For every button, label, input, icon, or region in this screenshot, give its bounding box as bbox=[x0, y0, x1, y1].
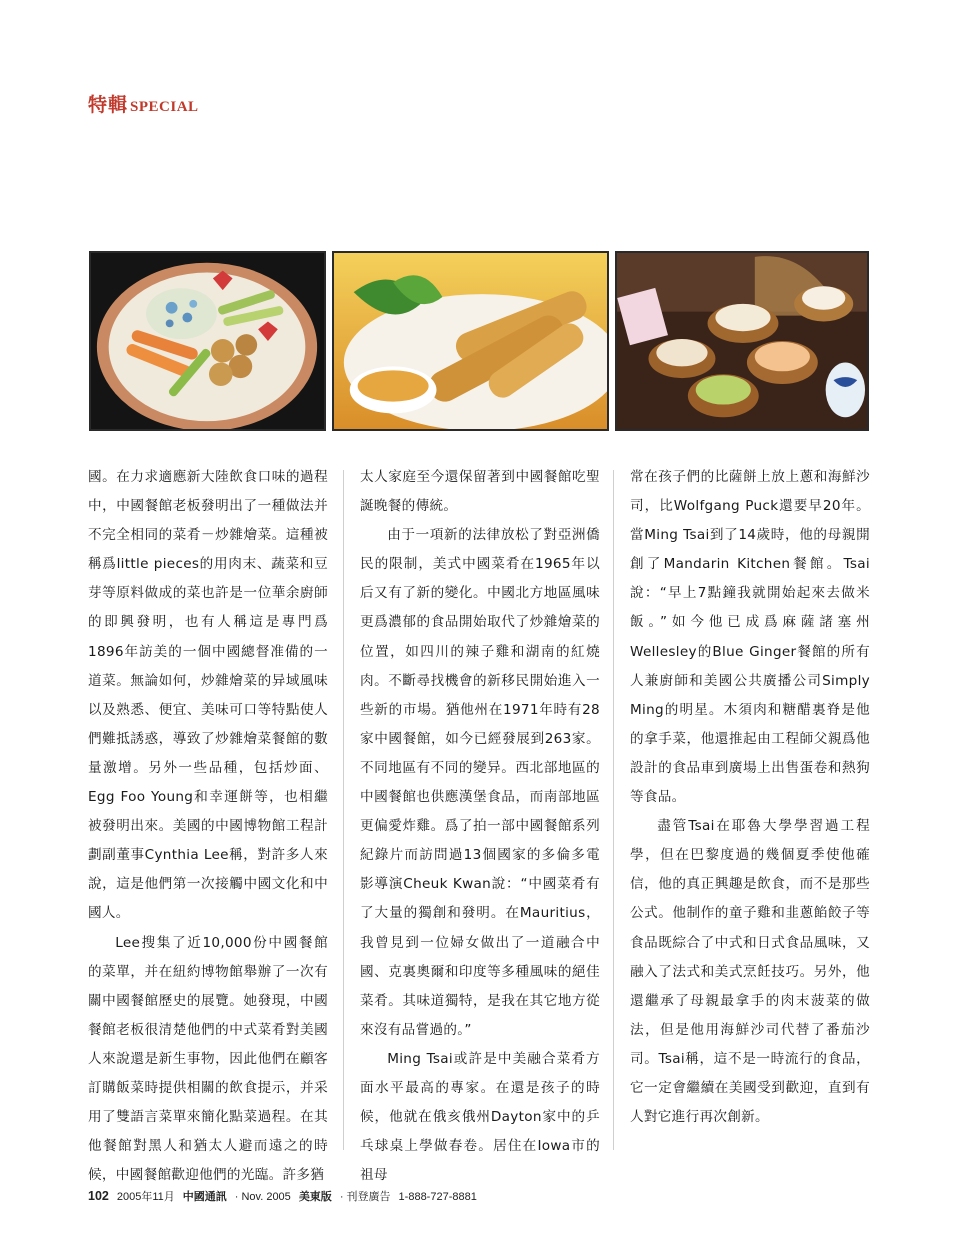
article-column-1 bbox=[88, 463, 328, 1190]
page-number: 102 bbox=[88, 1189, 109, 1203]
article-column-3 bbox=[630, 463, 870, 1132]
section-tag-en: SPECIAL bbox=[130, 99, 199, 115]
spring-rolls-photo bbox=[332, 251, 609, 431]
paragraph: 由于一項新的法律放松了對亞洲僑民的限制，美式中國菜肴在1965年以后又有了新的變化。中國北方地區風味更爲濃郁的食品開始取代了炒雜燴菜的位置，如四川的辣子雞和湖南的紅燒肉。不斷尋找機會的新移民開始進入一些新的市場。猶他州在1971年時有28家中國餐館，如今已經發展到263家。不同地區有不同的變异。西北部地區的中國餐館也供應漢堡食品，而南部地區更偏愛炸雞。爲了拍一部中國餐館系列紀錄片而訪問過13個國家的多倫多電影導演Cheuk Kwan說：“中國菜肴有了大量的獨創和發明。在Mauritius，我曾見到一位婦女做出了一道融合中國、克裏奧爾和印度等多種風味的絕佳菜肴。其味道獨特，是我在其它地方從來沒有品嘗過的。” bbox=[360, 527, 600, 1038]
section-tag-zh: 特輯 bbox=[88, 94, 129, 116]
section-tag bbox=[88, 90, 199, 117]
paragraph: 常在孩子們的比薩餅上放上蔥和海鮮沙司，比Wolfgang Puck還要早20年。當Ming Tsai到了14歲時，他的母親開創了Mandarin Kitchen餐館。Tsai說：“早上7點鐘我就開始起來去做米飯。”如今他已成爲麻薩諸塞州Wellesley的Blue Ginger餐館的所有人兼廚師和美國公共廣播公司Simply Ming的明星。木須肉和糖醋裏脊是他的拿手菜，他還推起由工程師父親爲他設計的食品車到廣場上出售蛋卷和熱狗等食品。 bbox=[630, 469, 870, 806]
paragraph: Lee搜集了近10,000份中國餐館的菜單，并在紐約博物館舉辦了一次有關中國餐館歷史的展覽。她發現，中國餐館老板很清楚他們的中式菜肴對美國人來說還是新生事物，因此他們在顧客訂購飯菜時提供相關的飲食提示，并采用了雙語言菜單來簡化點菜過程。在其他餐館對黑人和猶太人避而遠之的時候，中國餐館歡迎他們的光臨。許多猶 bbox=[88, 934, 328, 1184]
dim-sum-photo bbox=[615, 251, 869, 431]
column-divider bbox=[343, 470, 344, 1150]
paragraph: Ming Tsai或許是中美融合菜肴方面水平最高的專家。在還是孩子的時候，他就在俄亥俄州Dayton家中的乒乓球桌上學做春卷。居住在Iowa市的祖母 bbox=[360, 1050, 600, 1184]
publication-name: 中國通訊 bbox=[182, 1191, 227, 1203]
article-column-2 bbox=[360, 463, 600, 1190]
column-divider bbox=[613, 470, 614, 1150]
phone-number: 1-888-727-8881 bbox=[398, 1191, 477, 1203]
ads-label: · 刊登廣告 bbox=[339, 1191, 391, 1203]
issue-date: 2005年11月 bbox=[116, 1191, 175, 1203]
paragraph: 國。在力求適應新大陸飲食口味的過程中，中國餐館老板發明出了一種做法并不完全相同的菜肴－炒雜燴菜。這種被稱爲little pieces的用肉末、蔬菜和豆芽等原料做成的菜也許是一位華余廚師的即興發明，也有人稱這是專門爲1896年訪美的一個中國總督准備的一道菜。無論如何，炒雜燴菜的异域風味以及熟悉、便宜、美味可口等特點使人們難抵誘惑，導致了炒雜燴菜餐館的數量激增。另外一些品種，包括炒面、Egg Foo Young和幸運餅等，也相繼被發明出來。美國的中國博物館工程計劃副董事Cynthia Lee稱，對許多人來說，這是他們第一次接觸中國文化和中國人。 bbox=[88, 469, 328, 922]
salad-plate-photo bbox=[89, 251, 326, 431]
paragraph: 盡管Tsai在耶魯大學學習過工程學，但在巴黎度過的幾個夏季使他確信，他的真正興趣是飲食，而不是那些公式。他制作的童子雞和韭蔥餡餃子等食品既綜合了中式和日式食品風味，又融入了法式和美式烹飪技巧。另外，他還繼承了母親最拿手的肉末菠菜的做法，但是他用海鮮沙司代替了番茄沙司。Tsai稱，這不是一時流行的食品，它一定會繼續在美國受到歡迎，直到有人對它進行再次創新。 bbox=[630, 818, 870, 1126]
issue-date-en: · Nov. 2005 bbox=[234, 1191, 291, 1203]
page-footer bbox=[88, 1188, 477, 1204]
edition-label: 美東版 bbox=[298, 1191, 332, 1203]
paragraph: 太人家庭至今還保留著到中國餐館吃聖誕晚餐的傳統。 bbox=[360, 469, 600, 515]
